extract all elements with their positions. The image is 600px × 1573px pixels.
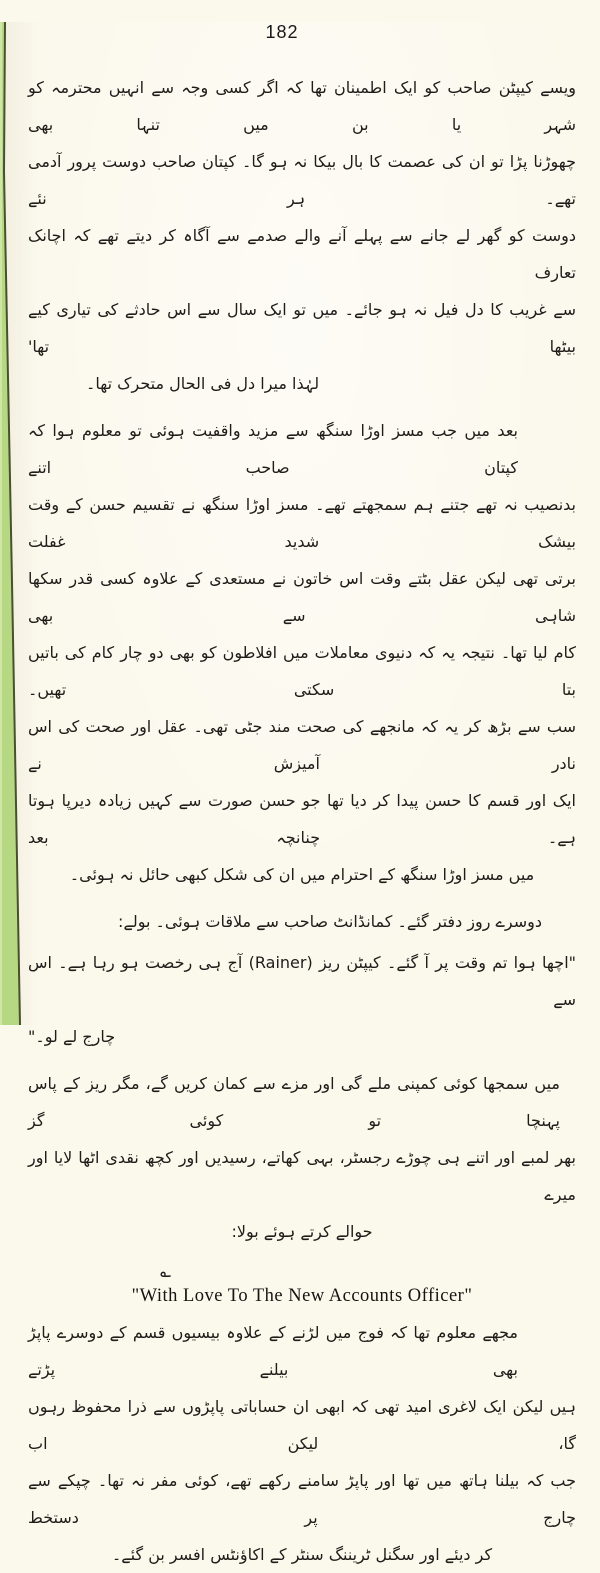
verse-mark-icon: ؎ [160,1260,172,1282]
text-line: کر دیئے اور سگنل ٹریننگ سنٹر کے اکاؤنٹس افسر بن گئے۔ [111,1545,493,1564]
text-line: دوست کو گھر لے جانے سے پہلے آنے والے صدمے سے آگاہ کر دیتے تھے کہ اچانک تعارف [28,226,576,282]
text-line: ہیں لیکن ایک لاغری امید تھی کہ ابھی ان حساباتی پاپڑوں سے ذرا محفوظ رہوں گا، لیکن اب [28,1397,576,1453]
text-line: لہٰذا میرا دل فی الحال متحرک تھا۔ [86,374,320,393]
text-line: سے غریب کا دل فیل نہ ہو جائے۔ میں تو ایک سال سے اس حادثے کی تیاری کیے بیٹھا تھا' [28,300,576,356]
paragraph [28,1065,576,1250]
paragraph [28,1314,576,1573]
text-line: حوالے کرتے ہوئے بولا: [231,1222,373,1241]
text-line: ایک اور قسم کا حسن پیدا کر دیا تھا جو حسن صورت سے کہیں زیادہ دیرپا ہوتا ہے۔ چنانچہ بعد [28,791,576,847]
book-cover-edge [0,22,26,1025]
text-line: چھوڑنا پڑا تو ان کی عصمت کا بال بیکا نہ ہو گا۔ کپتان صاحب دوست پرور آدمی تھے۔ ہر نئے [28,152,576,208]
cover-green-highlight [0,22,2,1025]
text-line: دوسرے روز دفتر گئے۔ کمانڈانٹ صاحب سے ملاقات ہوئی۔ بولے: [118,912,542,931]
text-line: "اچھا ہوا تم وقت پر آ گئے۔ کیپٹن ریز (Rainer) آج ہی رخصت ہو رہا ہے۔ اس سے [28,953,577,1009]
text-line: ویسے کیپٹن صاحب کو ایک اطمینان تھا کہ اگر کسی وجہ سے انہیں محترمہ کو شہر یا بن میں تنہا بھی [28,78,576,134]
text-line: سب سے بڑھ کر یہ کہ مانجھے کی صحت مند جٹی تھی۔ عقل اور صحت کی اس نادر آمیزش نے [28,717,576,773]
text-line: کام لیا تھا۔ نتیجہ یہ کہ دنیوی معاملات میں افلاطون کو بھی دو چار کام کی باتیں بتا سکتی تھیں۔ [28,643,576,699]
text-line: مجھے معلوم تھا کہ فوج میں لڑنے کے علاوہ بیسیوں قسم کے دوسرے پاپڑ بھی بیلنے پڑتے [28,1323,518,1379]
paragraph [28,69,576,402]
text-blocks [28,69,576,1573]
paragraph [28,412,576,893]
text-line: بعد میں جب مسز اوڑا سنگھ سے مزید واقفیت ہوئی تو معلوم ہوا کہ کپتان صاحب اتنے [28,421,518,477]
text-line: برتی تھی لیکن عقل بٹتے وقت اس خاتون نے مستعدی کے علاوہ کسی قدر سکھا شاہی سے بھی [28,569,576,625]
text-line: میں سمجھا کوئی کمپنی ملے گی اور مزے سے کمان کریں گے، مگر ریز کے پاس پہنچا تو کوئی گز [28,1074,560,1130]
text-line: چارج لے لو۔" [28,1027,116,1046]
text-line: بدنصیب نہ تھے جتنے ہم سمجھتے تھے۔ مسز اوڑا سنگھ نے تقسیم حسن کے وقت بیشک شدید غفلت [28,495,576,551]
paragraph [28,903,576,940]
text-line: میں مسز اوڑا سنگھ کے احترام میں ان کی شکل کبھی حائل نہ ہوئی۔ [69,865,535,884]
page-number: 182 [265,22,299,42]
english-quote-line: "With Love To The New Accounts Officer" [131,1286,473,1306]
text-line: بھر لمبے اور اتنے ہی چوڑے رجسٹر، بہی کھاتے، رسیدیں اور کچھ نقدی اٹھا لایا اور میرے [28,1148,576,1204]
paragraph [28,944,576,1055]
text-line: جب کہ بیلنا ہاتھ میں تھا اور پاپڑ سامنے رکھے تھے، کوئی مفر نہ تھا۔ چپکے سے چارج پر دستخط [28,1471,576,1527]
